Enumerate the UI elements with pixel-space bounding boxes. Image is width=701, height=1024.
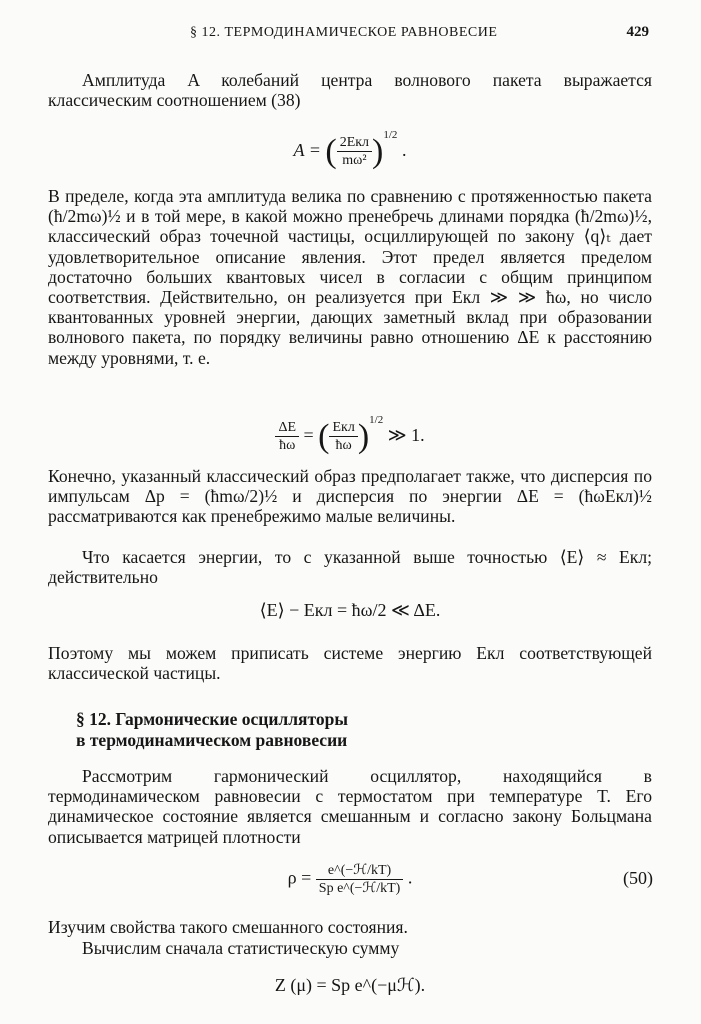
paragraph-oscillator: Рассмотрим гармонический осциллятор, находящийся в термодинамическом равновесии с термостатом при температуре T. Его динамическое состояние является смешанным и согласно закону Больцмана описывается матрицей плотности <box>48 766 652 847</box>
eq1-lhs: A = <box>293 140 321 160</box>
eq4-denominator: Sp e^(−ℋ/kT) <box>318 881 401 896</box>
eq2-paren-left: ( <box>318 417 330 455</box>
eq1-denominator: mω² <box>342 153 367 169</box>
section-heading-line-2: в термодинамическом равновесии <box>76 729 348 750</box>
eq1-paren-right: ) <box>372 132 384 170</box>
running-title: § 12. ТЕРМОДИНАМИЧЕСКОЕ РАВНОВЕСИЕ <box>190 25 498 40</box>
paragraph-dispersion: Конечно, указанный классический образ предполагает также, что дисперсия по импульсам Δp = (ħmω/2)½ и дисперсия по энергии ΔE = (ħωEкл)½ рассматриваются как пренебрежимо малые величины. <box>48 466 652 527</box>
running-header <box>190 25 649 41</box>
page-number: 429 <box>626 24 649 40</box>
equation-number-50: (50) <box>623 868 653 888</box>
equation-levels-ratio: $\frac{\Delta E}{ħ\omega}$ = ( $\frac{\text{Eкл}}{ħ\omega}$ )$^{1/2}$ ≫ 1. <box>48 410 652 454</box>
paragraph-study: Изучим свойства такого смешанного состояния. <box>48 917 408 937</box>
paragraph-partition: Вычислим сначала статистическую сумму <box>82 938 400 958</box>
equation-energy: ⟨E⟩ − Eкл = ħω/2 ≪ ΔE. <box>259 600 441 620</box>
eq2-fraction-2 <box>329 419 357 454</box>
eq1-fraction <box>337 134 372 169</box>
eq2-tail: ≫ 1. <box>387 425 425 445</box>
eq2-fraction-1 <box>275 419 299 454</box>
section-heading-line-1: § 12. Гармонические осцилляторы <box>76 709 349 729</box>
eq1-exponent: 1/2 <box>383 129 398 141</box>
eq1-paren-left: ( <box>325 132 337 170</box>
eq2-denominator-2: ħω <box>335 438 352 454</box>
paragraph-energy: Что касается энергии, то с указанной выше точностью ⟨E⟩ ≈ Eкл; действительно <box>48 547 652 588</box>
equation-partition-function: Z (μ) = Sp e^(−μℋ). <box>274 975 426 995</box>
eq2-exponent: 1/2 <box>369 414 384 426</box>
eq4-lhs: ρ = <box>287 867 312 888</box>
paragraph-assign-energy: Поэтому мы можем приписать системе энергию Eкл соответствующей классической частицы. <box>48 643 652 684</box>
equation-density-matrix: ρ = $\frac{\text{e\textasciicircum{}(−ℋ/kT)}}{\text{Sp e\textasciicircum{}(−ℋ/kT)}}$ . <box>287 863 413 896</box>
eq2-paren-right: ) <box>357 417 370 455</box>
eq4-fraction <box>316 862 404 897</box>
eq2-denominator-1: ħω <box>279 438 296 454</box>
eq2-numerator-1: ΔE <box>275 419 299 437</box>
equation-amplitude: A = ( $\frac{\text{2Eкл}}{\text{mω²}}$ )$^{1/2}$ . <box>293 129 407 170</box>
eq4-numerator: e^(−ℋ/kT) <box>316 862 404 880</box>
eq2-numerator-2: Eкл <box>329 419 357 437</box>
eq1-numerator: 2Eкл <box>337 134 372 152</box>
section-heading <box>76 709 348 750</box>
paragraph-classical-limit: В пределе, когда эта амплитуда велика по сравнению с протяженностью пакета (ħ/2mω)½ и в той мере, в какой можно пренебречь длинами порядка (ħ/2mω)½, классический образ точечной частицы, осциллирующей по закону ⟨q⟩ₜ дает удовлетворительное описание явления. Этот предел является пределом достаточно больших квантовых чисел в согласии с общим принципом соответствия. Действительно, он реализуется при Eкл ≫ ≫ ħω, но число квантованных уровней энергии, дающих заметный вклад при образовании волнового пакета, по порядку величины равно отношению ΔE к расстоянию между уровнями, т. е. <box>48 186 652 368</box>
paragraph-amplitude: Амплитуда A колебаний центра волнового пакета выражается классическим соотношением (38) <box>48 70 652 111</box>
